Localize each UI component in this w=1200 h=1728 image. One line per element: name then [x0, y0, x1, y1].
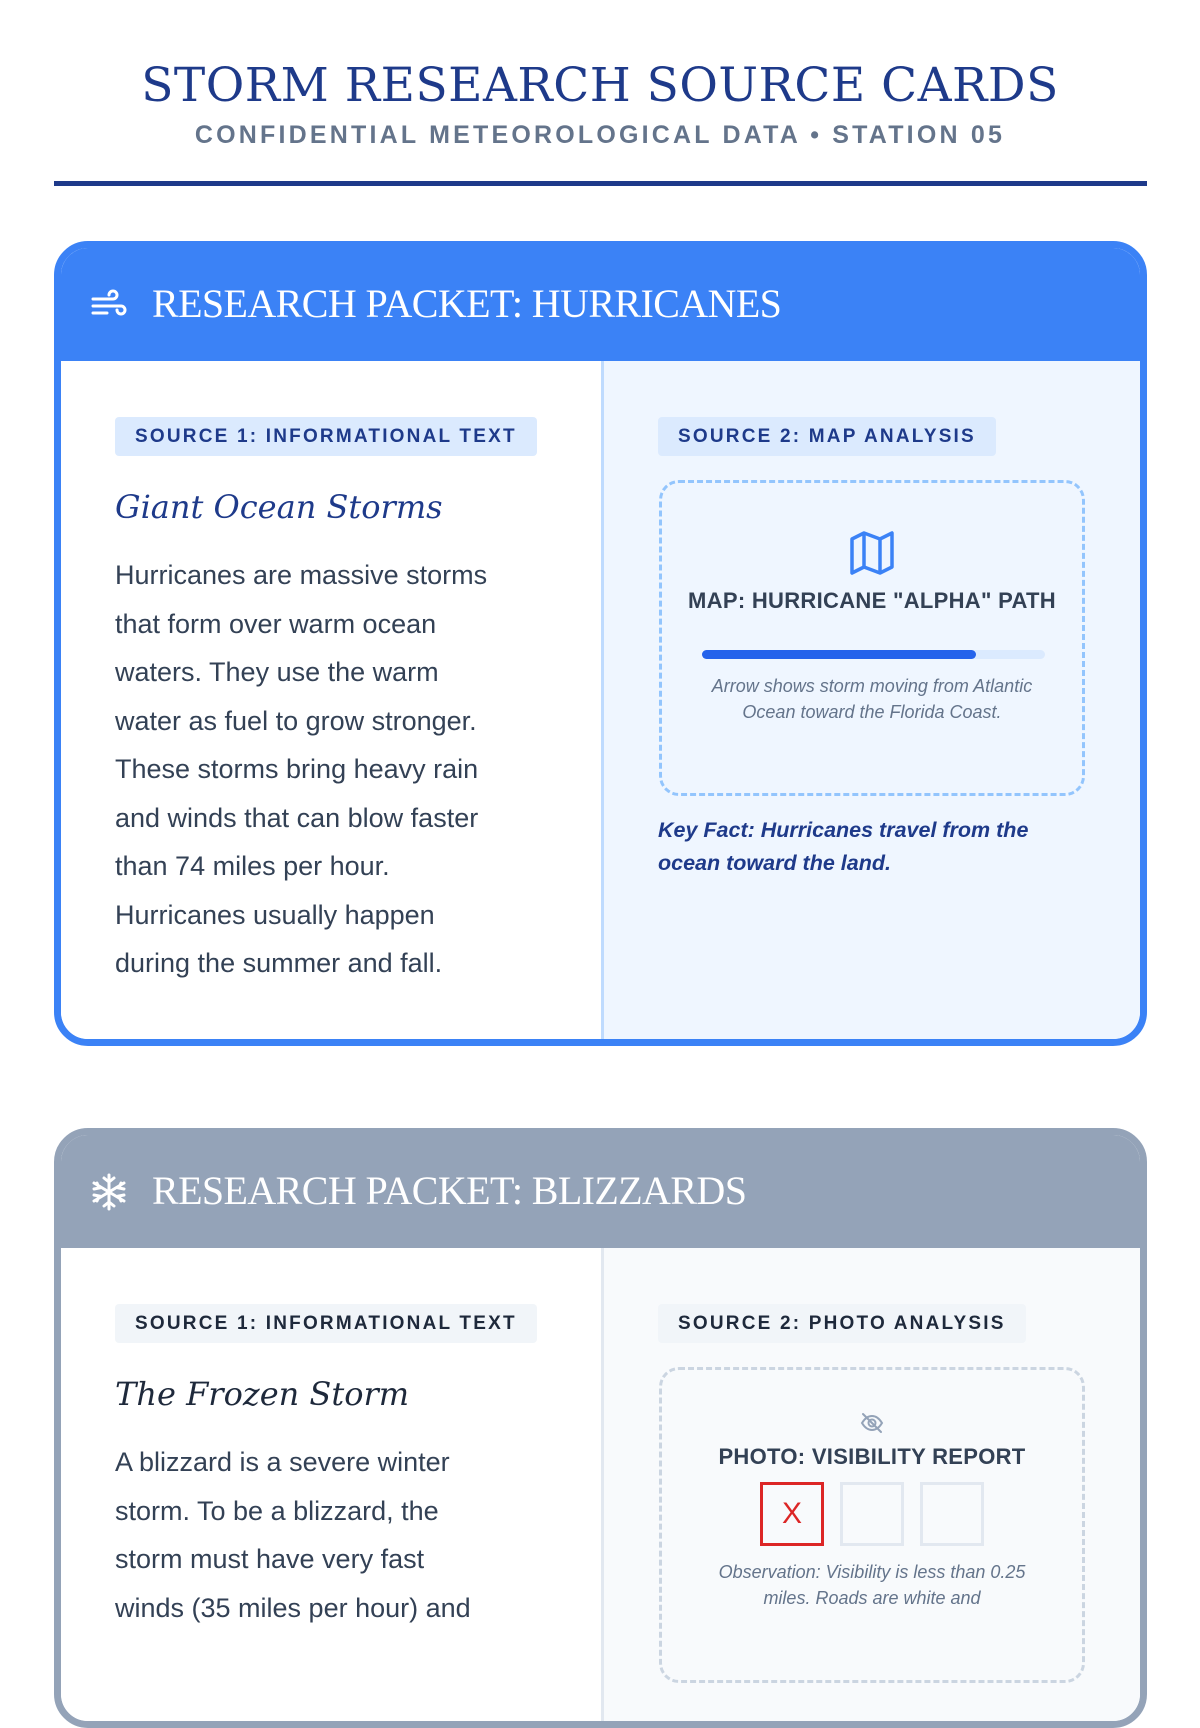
source-heading: Giant Ocean Storms [115, 488, 443, 526]
body-line: waters. They use the warm [115, 657, 439, 687]
source-body [115, 1438, 545, 1632]
empty-box [920, 1482, 984, 1546]
photo-placeholder [659, 1367, 1085, 1683]
body-line: Hurricanes are massive storms [115, 560, 488, 590]
packet-title: RESEARCH PACKET: HURRICANES [152, 281, 782, 326]
key-fact: Key Fact: Hurricanes travel from the ocean toward the land. [658, 818, 1029, 875]
source-tag: SOURCE 2: MAP ANALYSIS [658, 417, 996, 456]
page-title: STORM RESEARCH SOURCE CARDS [141, 58, 1059, 113]
empty-box [840, 1482, 904, 1546]
body-line: that form over warm ocean [115, 608, 437, 639]
map-progress-bar [702, 650, 1045, 659]
body-line: Hurricanes usually happen [115, 899, 435, 930]
photo-title: PHOTO: VISIBILITY REPORT [718, 1444, 1026, 1469]
marked-box: X [760, 1482, 824, 1546]
map-progress-fill [702, 650, 976, 659]
body-line: These storms bring heavy rain [115, 754, 479, 784]
source-tag: SOURCE 1: INFORMATIONAL TEXT [115, 1304, 537, 1343]
body-line: storm must have very fast [115, 1544, 425, 1574]
snowflake-icon [89, 1172, 129, 1212]
page-header [54, 0, 1146, 150]
body-line: water as fuel to grow stronger. [115, 705, 477, 736]
map-title: MAP: HURRICANE "ALPHA" PATH [688, 588, 1056, 613]
page-subtitle: CONFIDENTIAL METEOROLOGICAL DATA • STATION 05 [194, 121, 1006, 149]
source-2-panel [601, 1248, 1140, 1721]
source-1-panel [61, 1248, 601, 1721]
body-line: during the summer and fall. [115, 948, 443, 978]
photo-caption: Observation: Visibility is less than 0.25 miles. Roads are white and [718, 1562, 1026, 1608]
source-tag: SOURCE 2: PHOTO ANALYSIS [658, 1304, 1026, 1343]
body-line: winds (35 miles per hour) and [115, 1592, 471, 1623]
body-line: than 74 miles per hour. [115, 851, 390, 881]
source-body [115, 551, 545, 988]
map-icon [846, 527, 898, 579]
source-2-panel [601, 361, 1140, 1039]
packet-header [61, 1135, 1140, 1248]
source-heading: The Frozen Storm [115, 1375, 410, 1413]
hurricanes-packet [54, 241, 1147, 1046]
packet-header [61, 248, 1140, 361]
header-divider [54, 181, 1147, 186]
wind-icon [89, 285, 129, 325]
source-1-panel [61, 361, 601, 1039]
body-line: and winds that can blow faster [115, 802, 479, 833]
visibility-boxes [760, 1482, 990, 1548]
map-caption: Arrow shows storm moving from Atlantic Ocean toward the Florida Coast. [711, 676, 1033, 722]
map-placeholder [659, 480, 1085, 796]
body-line: storm. To be a blizzard, the [115, 1495, 439, 1526]
packet-title: RESEARCH PACKET: BLIZZARDS [152, 1168, 747, 1213]
eye-off-icon [859, 1410, 885, 1436]
body-line: A blizzard is a severe winter [115, 1447, 450, 1477]
source-tag: SOURCE 1: INFORMATIONAL TEXT [115, 417, 537, 456]
blizzards-packet [54, 1128, 1147, 1728]
